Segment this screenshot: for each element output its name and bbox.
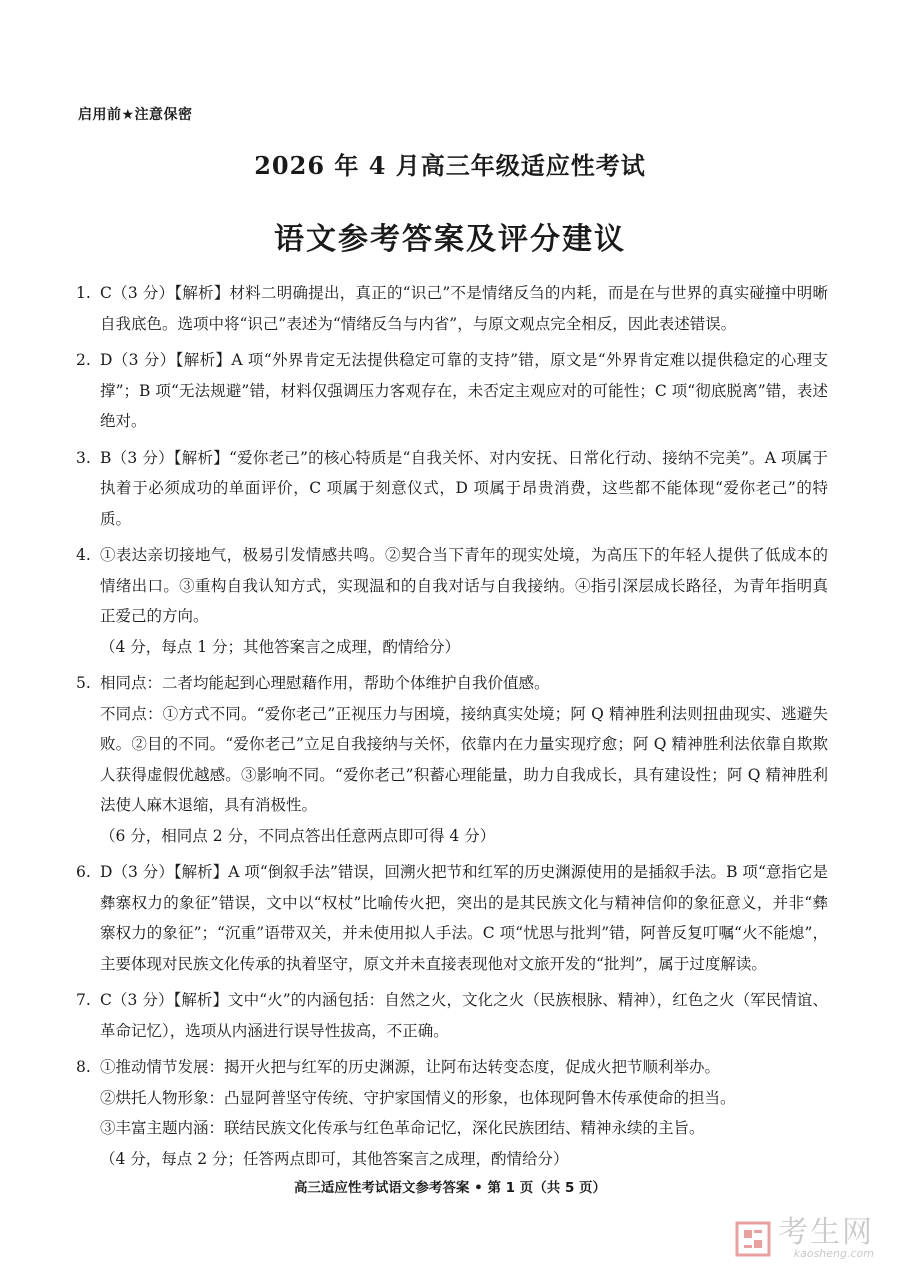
answer-item [76, 345, 828, 437]
watermark-name: 考生网 [778, 1215, 874, 1250]
confidential-label: 启用前★注意保密 [78, 107, 193, 123]
answer-item [76, 278, 828, 339]
watermark-domain: kaosheng.com [793, 1247, 874, 1260]
page-footer: 高三适应性考试语文参考答案 • 第 1 页（共 5 页） [293, 1180, 607, 1196]
question-number: 4. [76, 546, 91, 564]
scoring-note: （4 分，每点 1 分；其他答案言之成理，酌情给分） [100, 637, 461, 656]
answer-item [76, 1052, 828, 1174]
answer-text: D（3 分）【解析】A 项“外界肯定无法提供稳定可靠的支持”错，原文是“外界肯定难以提供稳定的心理支撑”；B 项“无法规避”错，材料仅强调压力客观存在，未否定主观应对的可能性；C 项“彻底脱离”错，表述绝对。 [100, 351, 828, 430]
kaosheng-logo-icon [734, 1220, 772, 1258]
question-number: 2. [76, 351, 91, 369]
answer-text: D（3 分）【解析】A 项“倒叙手法”错误，回溯火把节和红军的历史渊源使用的是插叙手法。B 项“意指它是彝寨权力的象征”错误，文中以“权杖”比喻传火把，突出的是其民族文化与精神信仰的象征意义，并非“彝寨权力的象征”；“沉重”语带双关，并未使用拟人手法。C 项“忧思与批判”错，阿普反复叮嘱“火不能熄”，主要体现对民族文化传承的执着坚守，原文并未直接表现他对文旅开发的“批判”，属于过度解读。 [100, 863, 828, 973]
answer-text: C（3 分）【解析】材料二明确提出，真正的“识己”不是情绪反刍的内耗，而是在与世界的真实碰撞中明晰自我底色。选项中将“识己”表述为“情绪反刍与内省”，与原文观点完全相反，因此表述错误。 [100, 284, 828, 333]
answer-item [76, 857, 828, 979]
answer-text: ③丰富主题内涵：联结民族文化传承与红色革命记忆，深化民族团结、精神永续的主旨。 [100, 1119, 705, 1137]
answer-item [76, 985, 828, 1046]
answer-text: ①表达亲切接地气，极易引发情感共鸣。②契合当下青年的现实处境，为高压下的年轻人提供了低成本的情绪出口。③重构自我认知方式，实现温和的自我对话与自我接纳。④指引深层成长路径，为青年指明真正爱己的方向。 [100, 546, 828, 625]
answer-item [76, 540, 828, 662]
answer-text: ②烘托人物形象：凸显阿普坚守传统、守护家国情义的形象，也体现阿鲁木传承使命的担当。 [100, 1088, 736, 1107]
answer-list [76, 278, 828, 1174]
question-number: 1. [76, 284, 91, 302]
answer-item [76, 668, 828, 851]
answer-text: ①推动情节发展：揭开火把与红军的历史渊源，让阿布达转变态度，促成火把节顺利举办。 [100, 1058, 721, 1076]
answer-text: 不同点：①方式不同。“爱你老己”正视压力与困境，接纳真实处境；阿 Q 精神胜利法则扭曲现实、逃避失败。②目的不同。“爱你老己”立足自我接纳与关怀，依靠内在力量实现疗愈；阿 Q 精神胜利法依靠自欺欺人获得虚假优越感。③影响不同。“爱你老己”积蓄心理能量，助力自我成长，具有建设性；阿 Q 精神胜利法使人麻木退缩，具有消极性。 [100, 704, 828, 814]
answer-text: 相同点：二者均能起到心理慰藉作用，帮助个体维护自我价值感。 [100, 674, 550, 692]
question-number: 8. [76, 1058, 91, 1076]
scoring-note: （6 分，相同点 2 分，不同点答出任意两点即可得 4 分） [100, 826, 496, 845]
scoring-note: （4 分，每点 2 分；任答两点即可，其他答案言之成理，酌情给分） [100, 1149, 569, 1168]
question-number: 7. [76, 991, 91, 1009]
question-number: 3. [76, 448, 91, 467]
watermark [734, 1215, 874, 1260]
page-title: 语文参考答案及评分建议 [274, 222, 626, 257]
question-number: 6. [76, 863, 91, 881]
exam-title: 2026 年 4 月高三年级适应性考试 [254, 151, 646, 180]
answer-item [76, 443, 828, 535]
answer-text: B（3 分）【解析】“爱你老己”的核心特质是“自我关怀、对内安抚、日常化行动、接纳不完美”。A 项属于执着于必须成功的单面评价，C 项属于刻意仪式，D 项属于昂贵消费，这些都不能体现“爱你老己”的特质。 [100, 448, 828, 528]
question-number: 5. [76, 674, 91, 692]
answer-text: C（3 分）【解析】文中“火”的内涵包括：自然之火，文化之火（民族根脉、精神），红色之火（军民情谊、革命记忆），选项从内涵进行误导性拔高，不正确。 [100, 991, 828, 1040]
